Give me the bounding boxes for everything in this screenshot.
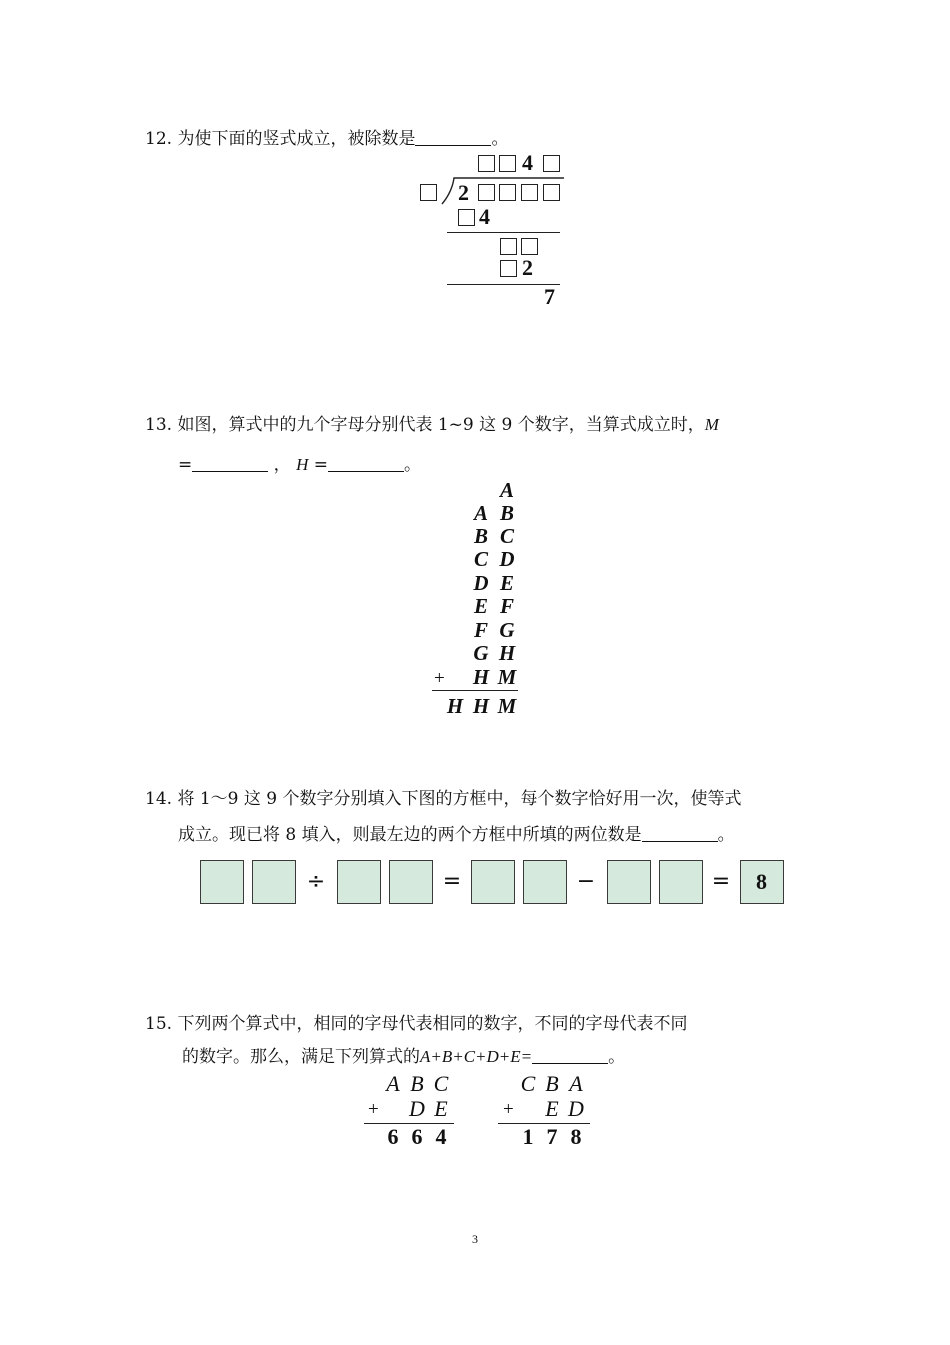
q12-dividend-box-5 (543, 184, 560, 201)
q15-eq1-plus: + (368, 1099, 379, 1120)
q15-line1: 下列两个算式中，相同的字母代表相同的数字，不同的字母代表不同 (177, 1014, 688, 1034)
q14-box-7[interactable] (607, 860, 651, 904)
q13-row2-ones: B (499, 501, 514, 525)
q13-prompt-line2 (178, 450, 421, 475)
q15-eq2-bottom-2: D (568, 1096, 584, 1121)
q15-eq1-top-2: B (410, 1071, 424, 1096)
q15-eq1-result-3: 4 (435, 1124, 447, 1149)
q15-end: 。 (608, 1047, 626, 1067)
q15-eq2-top-1: C (520, 1071, 536, 1096)
q13-sum-rule (432, 690, 518, 691)
q13-row7-tens: F (473, 618, 488, 642)
q12-step1-box (458, 209, 475, 226)
q12-dividend-box-3 (499, 184, 516, 201)
q14-given-digit: 8 (756, 869, 767, 894)
q13-result-hundreds: H (446, 694, 464, 718)
q13-row6-tens: E (473, 594, 488, 618)
q12-step2-box-2 (521, 238, 538, 255)
q13-prompt-line1 (145, 410, 719, 435)
q13-row5-ones: E (499, 571, 514, 595)
q14-end: 。 (717, 825, 735, 845)
q15-eq2-top-2: B (545, 1071, 559, 1096)
q15-eq1-bottom-2: E (434, 1096, 448, 1121)
q13-answer-blank-m[interactable] (192, 455, 268, 472)
q15-expr: A+B+C+D+E= (420, 1047, 533, 1066)
q13-row3-tens: B (473, 524, 488, 548)
q13-row1-ones: A (499, 478, 514, 502)
q12-number: 12. (145, 129, 173, 149)
q12-dividend-box-4 (521, 184, 538, 201)
q14-minus-sign: − (576, 869, 596, 894)
q13-row2-tens: A (473, 501, 488, 525)
q12-rule-1 (447, 232, 560, 233)
q13-row3-ones: C (499, 524, 514, 548)
q14-box-3[interactable] (337, 860, 381, 904)
q12-quotient-box-4 (543, 155, 560, 172)
q12-step1-digit: 4 (479, 204, 490, 229)
q13-plus-sign: + (434, 668, 445, 689)
q15-eq2-bottom-1: E (545, 1096, 559, 1121)
q15-eq2-result-3: 8 (570, 1124, 582, 1149)
q13-eq1: = (178, 455, 193, 475)
q14-number: 14. (145, 789, 173, 809)
q14-box-given (740, 860, 784, 904)
q12-text: 为使下面的竖式成立，被除数是 (177, 129, 416, 149)
q13-answer-blank-h[interactable] (328, 455, 404, 472)
q12-remainder: 7 (544, 284, 555, 309)
q15-eq2-plus: + (503, 1099, 514, 1120)
q14-equals-sign-2: = (711, 869, 731, 894)
q12-divisor-box (420, 184, 437, 201)
q12-step3-box (500, 260, 517, 277)
q13-text: 如图，算式中的九个字母分别代表 1~9 这 9 个数字，当算式成立时， (177, 415, 705, 435)
q15-eq1-bottom-1: D (409, 1096, 425, 1121)
q13-row7-ones: G (499, 618, 515, 642)
q13-row9-ones: M (497, 665, 517, 689)
q12-quotient-box-1 (478, 155, 495, 172)
q14-box-4[interactable] (389, 860, 433, 904)
q12-prompt (145, 124, 508, 149)
q13-eq2: = (308, 455, 328, 475)
q12-quotient-box-2 (499, 155, 516, 172)
q12-end: 。 (491, 129, 509, 149)
q15-eq1-top-1: A (386, 1071, 400, 1096)
q12-step2-box-1 (500, 238, 517, 255)
q14-box-6[interactable] (523, 860, 567, 904)
q14-box-1[interactable] (200, 860, 244, 904)
q14-equals-sign-1: = (442, 869, 462, 894)
q15-eq1-result-1: 6 (387, 1124, 399, 1149)
q14-prompt-line2 (178, 820, 735, 845)
q14-prompt-line1 (145, 784, 742, 809)
q13-row6-ones: F (499, 594, 514, 618)
q13-row8-ones: H (498, 641, 516, 665)
q13-row5-tens: D (473, 571, 489, 595)
q15-eq1-top-3: C (433, 1071, 449, 1096)
q15-eq2-result-2: 7 (546, 1124, 558, 1149)
q14-divide-sign: ÷ (306, 869, 326, 894)
q15-eq1-result-2: 6 (411, 1124, 423, 1149)
q15-line2: 的数字。那么，满足下列算式的 (182, 1047, 420, 1067)
q13-result-ones: M (497, 694, 517, 718)
q13-end: 。 (404, 455, 421, 475)
q13-number: 13. (145, 415, 173, 435)
q13-row8-tens: G (473, 641, 489, 665)
q12-answer-blank[interactable] (415, 129, 491, 146)
q15-eq2-top-3: A (569, 1071, 583, 1096)
q14-answer-blank[interactable] (642, 825, 718, 842)
q13-row9-tens: H (472, 665, 490, 689)
q12-dividend-box-2 (478, 184, 495, 201)
q14-box-2[interactable] (252, 860, 296, 904)
q12-step3-digit: 2 (522, 255, 533, 280)
q14-box-8[interactable] (659, 860, 703, 904)
q15-eq2-result-1: 1 (522, 1124, 534, 1149)
q13-var-h: H (296, 455, 309, 474)
q13-row4-tens: C (473, 547, 488, 571)
page-number: 3 (472, 1232, 478, 1246)
q15-answer-blank[interactable] (532, 1047, 608, 1064)
q13-sep: ， (273, 455, 291, 475)
q12-quotient-digit: 4 (522, 150, 533, 175)
q13-var-m: M (704, 415, 719, 434)
q13-result-tens: H (472, 694, 490, 718)
q14-line2: 成立。现已将 8 填入，则最左边的两个方框中所填的两位数是 (178, 825, 642, 845)
q14-line1: 将 1～9 这 9 个数字分别填入下图的方框中，每个数字恰好用一次，使等式 (177, 789, 742, 809)
q15-prompt-line2 (182, 1042, 625, 1067)
q12-dividend-digit: 2 (458, 180, 469, 205)
q13-row4-ones: D (499, 547, 515, 571)
q15-prompt-line1 (145, 1009, 687, 1034)
q15-number: 15. (145, 1014, 173, 1034)
q14-box-5[interactable] (471, 860, 515, 904)
